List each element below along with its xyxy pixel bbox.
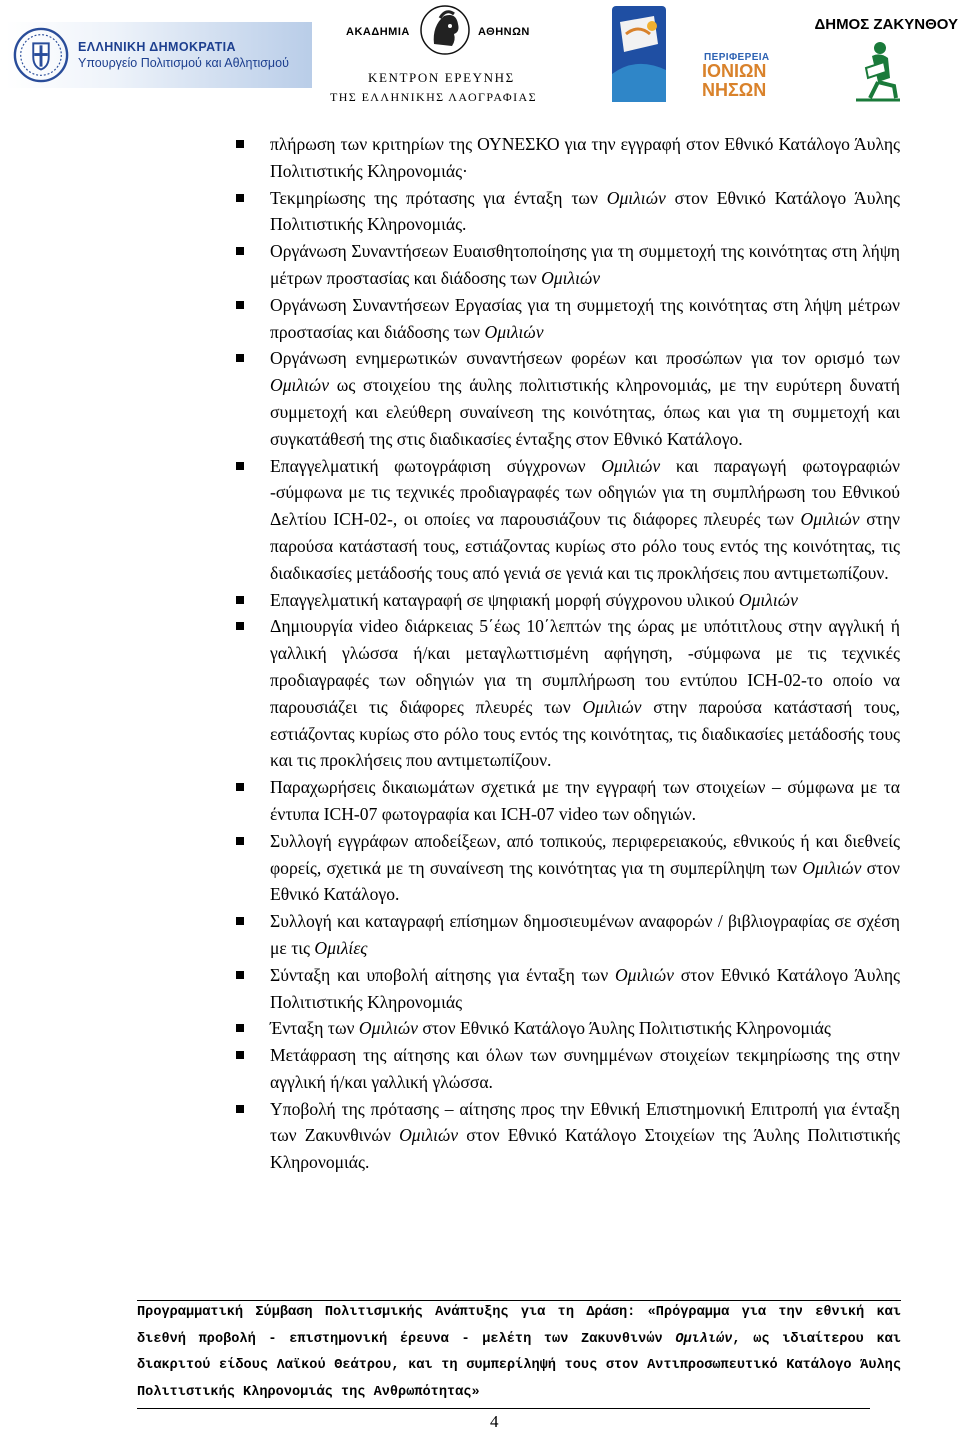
region-line2: ΙΟΝΙΩΝ ΝΗΣΩΝ	[702, 61, 767, 100]
square-bullet-icon	[236, 783, 244, 791]
list-item	[232, 587, 900, 614]
ministry-subtitle: Υπουργείο Πολιτισμού και Αθλητισμού	[78, 56, 289, 70]
list-item-text: Οργάνωση Συναντήσεων Εργασίας για τη συμμετοχή της κοινότητας στη λήψη μέτρων προστασίας και διάδοσης των Ομιλιών	[270, 294, 900, 342]
italic-term: Ομιλιών	[675, 1331, 733, 1347]
italic-term: Ομιλιών	[802, 857, 862, 878]
list-item	[232, 908, 900, 962]
region-logo	[606, 4, 776, 108]
list-item	[232, 345, 900, 452]
square-bullet-icon	[236, 247, 244, 255]
square-bullet-icon	[236, 140, 244, 148]
list-item	[232, 962, 900, 1016]
italic-term: Ομιλιών	[614, 964, 674, 985]
list-item	[232, 613, 900, 774]
academy-right-word: ΑΘΗΝΩΝ	[478, 26, 530, 38]
academy-line1: ΚΕΝΤΡΟΝ ΕΡΕΥΝΗΣ	[368, 70, 515, 85]
list-item	[232, 238, 900, 292]
document-body	[232, 131, 900, 1176]
list-item	[232, 292, 900, 346]
page-header	[0, 0, 960, 112]
square-bullet-icon	[236, 301, 244, 309]
square-bullet-icon	[236, 354, 244, 362]
list-item-text: Τεκμηρίωσης της πρότασης για ένταξη των Ομιλιών στον Εθνικό Κατάλογο Άυλης Πολιτιστικής Κληρονομιάς.	[270, 187, 900, 235]
italic-term: Ομιλιών	[541, 267, 601, 288]
greek-emblem-icon	[12, 26, 70, 84]
list-item-text: Παραχωρήσεις δικαιωμάτων σχετικά με την εγγραφή των στοιχείων – σύμφωνα με τα έντυπα ICH-07 φωτογραφία και ICH-07 video των οδηγιών.	[270, 777, 900, 824]
footer-top-rule	[137, 1300, 901, 1301]
square-bullet-icon	[236, 1105, 244, 1113]
italic-term: Ομιλιών	[399, 1125, 459, 1146]
list-item-text: Οργάνωση Συναντήσεων Ευαισθητοποίησης για τη συμμετοχή της κοινότητας στη λήψη μέτρων προστασίας και διάδοσης των Ομιλιών	[270, 241, 900, 288]
list-item-text: Συλλογή και καταγραφή επίσημων δημοσιευμένων αναφορών / βιβλιογραφίας σε σχέση με τις Ομιλίες	[270, 911, 900, 958]
list-item	[232, 828, 900, 908]
region-line1: ΠΕΡΙΦΕΡΕΙΑ	[704, 52, 770, 63]
square-bullet-icon	[236, 971, 244, 979]
ministry-title: ΕΛΛΗΝΙΚΗ ΔΗΜΟΚΡΑΤΙΑ	[78, 40, 236, 54]
ministry-logo	[6, 22, 312, 88]
municipality-logo	[800, 10, 960, 110]
square-bullet-icon	[236, 194, 244, 202]
list-item	[232, 453, 900, 587]
square-bullet-icon	[236, 622, 244, 630]
italic-term: Ομιλιών	[484, 321, 544, 342]
footer-text: Προγραμματική Σύμβαση Πολιτισμικής Ανάπτυξης για τη Δράση: «Πρόγραμμα για την εθνική και διεθνή προβολή - επιστημονική έρευνα - μελέτη των Ζακυνθινών Ομιλιών, ως ιδιαίτερου και διακριτού είδους Λαϊκού Θεάτρου, και τη συμπερίληψή τους στον Αντιπροσωπευτικό Κατάλογο Άυλης Πολιτιστικής Κληρονομιάς της Ανθρωπότητας»	[137, 1305, 901, 1400]
footer-bottom-rule	[137, 1408, 870, 1409]
italic-term: Ομιλιών	[738, 589, 798, 610]
seated-figure-icon	[850, 38, 906, 106]
list-item	[232, 185, 900, 239]
academy-left-word: ΑΚΑΔΗΜΙΑ	[346, 26, 410, 38]
list-item-text: Δημιουργία video διάρκειας 5΄έως 10΄λεπτών της ώρας με υπότιτλους στην αγγλική ή γαλλική γλώσσα ή/και μεταγλωττισμένη αφήγηση, -σύμφωνα με τις τεχνικές προδιαγραφές των οδηγιών για τη συμπλήρωση του εντύπου ICH-02-το οποίο να παρουσιάζει τις διάφορες πλευρές των Ομιλιών στην παρούσα κατάστασή τους, εστιάζοντας κυρίως στο ρόλο τους εντός της κοινότητας, τις διαδικασίες μετάδοσής τους και τις προκλήσεις που αντιμετωπίζουν.	[270, 616, 900, 771]
square-bullet-icon	[236, 1024, 244, 1032]
list-item-text: Μετάφραση της αίτησης και όλων των συνημμένων στοιχείων τεκμηρίωσης της στην αγγλική ή/και γαλλική γλώσσα.	[270, 1045, 900, 1092]
academy-logo	[328, 4, 558, 108]
square-bullet-icon	[236, 917, 244, 925]
italic-term: Ομιλιών	[582, 696, 642, 717]
square-bullet-icon	[236, 462, 244, 470]
academy-line2: ΤΗΣ ΕΛΛΗΝΙΚΗΣ ΛΑΟΓΡΑΦΙΑΣ	[330, 90, 537, 104]
page-number: 4	[490, 1412, 499, 1431]
square-bullet-icon	[236, 1051, 244, 1059]
italic-term: Ομιλιών	[800, 509, 860, 530]
list-item	[232, 1042, 900, 1096]
list-item-text: Επαγγελματική φωτογράφιση σύγχρονων Ομιλιών και παραγωγή φωτογραφιών -σύμφωνα με τις τεχνικές προδιαγραφές των οδηγιών για τη συμπλήρωση του Εθνικού Δελτίου ICH-02-, οι οποίες να παρουσιάζουν τις διάφορες πλευρές των Ομιλιών στην παρούσα κατάστασή τους, εστιάζοντας κυρίως στο ρόλο τους εντός της κοινότητας, τις διαδικασίες μετάδοσής τους από γενιά σε γενιά και τις προκλήσεις που αντιμετωπίζουν.	[270, 455, 900, 583]
list-item-text: Επαγγελματική καταγραφή σε ψηφιακή μορφή σύγχρονου υλικού Ομιλιών	[270, 589, 798, 610]
italic-term: Ομιλίες	[314, 937, 368, 958]
municipality-title: ΔΗΜΟΣ ΖΑΚΥΝΘΟΥ	[814, 16, 958, 33]
region-emblem-icon	[606, 4, 672, 104]
list-item-text: Υποβολή της πρότασης – αίτησης προς την Εθνική Επιστημονική Επιτροπή για ένταξη των Ζακυνθινών Ομιλιών στον Εθνικό Κατάλογο Στοιχείων της Άυλης Πολιτιστικής Κληρονομιάς.	[270, 1098, 900, 1173]
list-item	[232, 1096, 900, 1176]
list-item	[232, 774, 900, 828]
list-item-text: Συλλογή εγγράφων αποδείξεων, από τοπικούς, περιφερειακούς, εθνικούς ή και διεθνείς φορείς, σχετικά με τη συναίνεση της κοινότητας για τη συμπερίληψη των Ομιλιών στον Εθνικό Κατάλογο.	[270, 830, 900, 905]
activity-list	[232, 131, 900, 1176]
list-item-text: Σύνταξη και υποβολή αίτησης για ένταξη των Ομιλιών στον Εθνικό Κατάλογο Άυλης Πολιτιστικής Κληρονομιάς	[270, 964, 900, 1012]
square-bullet-icon	[236, 596, 244, 604]
list-item-text: Ένταξη των Ομιλιών στον Εθνικό Κατάλογο Άυλης Πολιτιστικής Κληρονομιάς	[270, 1018, 831, 1039]
italic-term: Ομιλιών	[358, 1018, 418, 1039]
list-item-text: πλήρωση των κριτηρίων της ΟΥΝΕΣΚΟ για την εγγραφή στον Εθνικό Κατάλογο Άυλης Πολιτιστικής Κληρονομιάς·	[270, 134, 900, 181]
page-footer	[137, 1300, 901, 1406]
list-item	[232, 1015, 900, 1042]
list-item-text: Οργάνωση ενημερωτικών συναντήσεων φορέων και προσώπων για τον ορισμό των Ομιλιών ως στοιχείου της άυλης πολιτιστικής κληρονομιάς, με την ευρύτερη δυνατή συμμετοχή και ελεύθερη συναίνεση της κοινότητας, όπως και για τη συμμετοχή και συγκατάθεσή της στις διαδικασίες ένταξης στον Εθνικό Κατάλογο.	[270, 348, 900, 449]
square-bullet-icon	[236, 837, 244, 845]
athena-head-icon	[420, 4, 470, 56]
italic-term: Ομιλιών	[601, 455, 661, 476]
italic-term: Ομιλιών	[606, 187, 666, 208]
italic-term: Ομιλιών	[270, 375, 330, 396]
list-item	[232, 131, 900, 185]
